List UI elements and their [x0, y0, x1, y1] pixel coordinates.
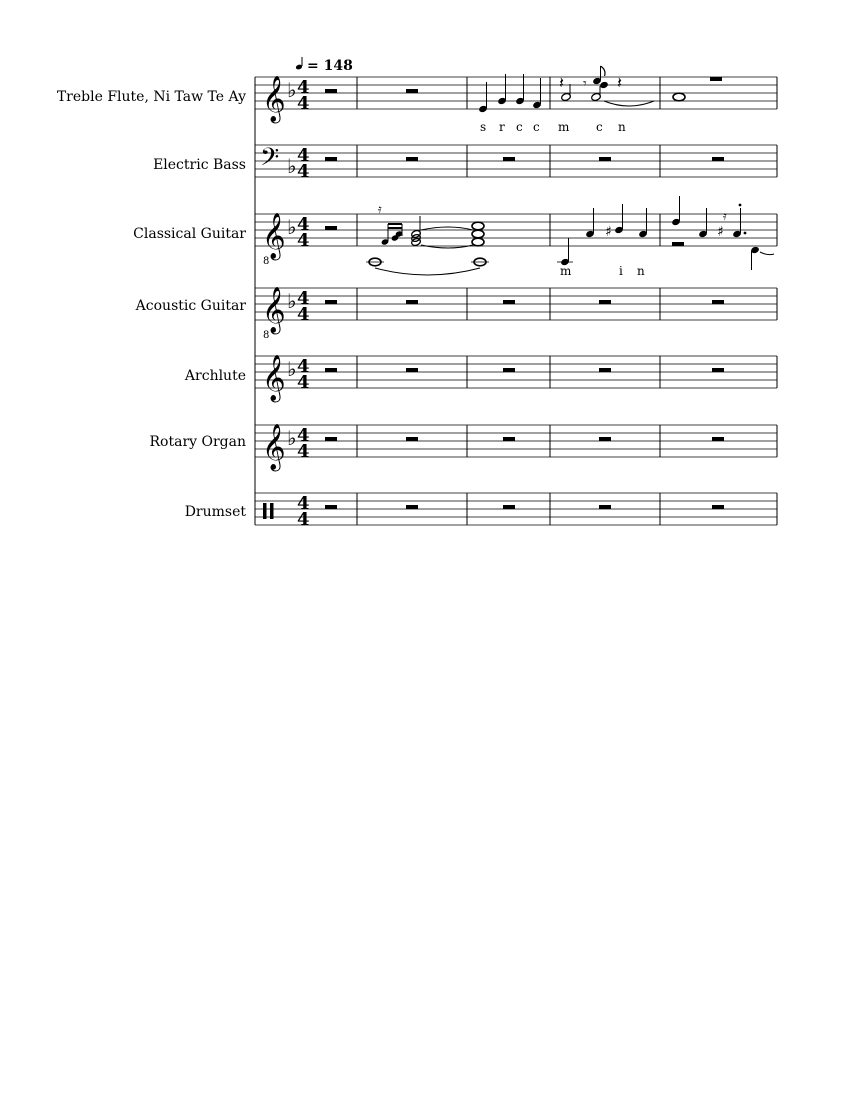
guitar-lyrics [560, 264, 645, 278]
staff-label: Archlute [184, 368, 246, 384]
svg-text:s: s [480, 120, 487, 134]
tempo-text: = 148 [307, 58, 353, 74]
whole-rest [325, 226, 337, 230]
time-signature [297, 356, 310, 393]
svg-text:4: 4 [297, 304, 310, 325]
tempo-marking [295, 57, 353, 74]
svg-text:c: c [533, 120, 540, 134]
svg-text:4: 4 [297, 93, 310, 114]
svg-text:4: 4 [297, 161, 310, 182]
staff-label: Acoustic Guitar [135, 298, 246, 314]
flute-measure-4-notes [559, 66, 654, 106]
staff-archlute [184, 355, 777, 403]
treble-clef-icon: 𝄞 [262, 287, 286, 333]
whole-rests [325, 300, 724, 304]
bass-clef-icon: 𝄢 [260, 143, 280, 178]
whole-rests [325, 368, 724, 372]
whole-rests [325, 437, 724, 441]
staff-treble-flute [57, 66, 777, 134]
svg-text:4: 4 [297, 493, 310, 514]
whole-rest [710, 77, 722, 81]
treble-clef-icon: 𝄞 [262, 76, 286, 122]
octave-sub-8: 8 [263, 256, 270, 267]
treble-clef-icon: 𝄞 [262, 355, 286, 401]
svg-text:4: 4 [297, 509, 310, 530]
time-signature [297, 145, 310, 182]
svg-text:4: 4 [297, 214, 310, 235]
flat-icon: ♭ [287, 215, 297, 239]
whole-rests [325, 157, 724, 161]
svg-text:n: n [637, 264, 645, 278]
flute-lyrics [480, 120, 626, 134]
flat-icon: ♭ [287, 357, 297, 381]
flat-icon: ♭ [287, 289, 297, 313]
flat-icon: ♭ [287, 154, 297, 178]
staff-label: Treble Flute, Ni Taw Te Ay [56, 89, 246, 105]
time-signature [297, 425, 310, 462]
svg-text:4: 4 [297, 425, 310, 446]
svg-text:m: m [560, 264, 572, 278]
svg-text:𝄾: 𝄾 [583, 76, 587, 92]
svg-text:♯: ♯ [605, 224, 612, 240]
staff-drumset [185, 493, 777, 530]
svg-text:4: 4 [297, 372, 310, 393]
guitar-chords-m2-3 [366, 202, 489, 275]
flute-measure-3-notes [478, 74, 542, 113]
octave-sub-8: 8 [263, 330, 270, 341]
time-signature [297, 493, 310, 530]
guitar-measure-4-notes [557, 204, 648, 266]
svg-text:c: c [596, 120, 603, 134]
svg-text:m: m [558, 120, 570, 134]
svg-text:4: 4 [297, 356, 310, 377]
staff-label: Drumset [184, 504, 246, 520]
staff-label: Rotary Organ [149, 434, 246, 450]
flute-measure-5-notes [673, 77, 722, 101]
svg-text:c: c [516, 120, 523, 134]
svg-text:𝄿: 𝄿 [378, 202, 382, 216]
staff-label: Classical Guitar [133, 226, 246, 242]
svg-text:4: 4 [297, 288, 310, 309]
whole-rests [325, 505, 724, 509]
staff-label: Electric Bass [153, 157, 246, 173]
svg-text:♯: ♯ [717, 224, 724, 240]
time-signature [297, 77, 310, 114]
svg-text:4: 4 [297, 145, 310, 166]
svg-text:4: 4 [297, 77, 310, 98]
staff-rotary-organ [150, 424, 778, 472]
staff-electric-bass [153, 143, 777, 182]
flat-icon: ♭ [287, 78, 297, 102]
svg-text:i: i [619, 264, 623, 278]
treble-clef-icon: 𝄞 [262, 213, 286, 259]
guitar-measure-5-notes [671, 196, 774, 270]
flat-icon: ♭ [287, 426, 297, 450]
staff-acoustic-guitar [135, 287, 777, 341]
treble-clef-icon: 𝄞 [262, 424, 286, 470]
time-signature [297, 214, 310, 251]
whole-rest [406, 89, 418, 93]
svg-text:n: n [618, 120, 626, 134]
svg-text:4: 4 [297, 441, 310, 462]
svg-text:r: r [499, 120, 505, 134]
whole-rest [325, 89, 337, 93]
svg-text:𝄿: 𝄿 [723, 209, 727, 223]
svg-text:𝄽: 𝄽 [559, 73, 564, 92]
time-signature [297, 288, 310, 325]
svg-text:𝄽: 𝄽 [617, 73, 622, 92]
staff-classical-guitar [133, 196, 777, 278]
svg-text:4: 4 [297, 230, 310, 251]
